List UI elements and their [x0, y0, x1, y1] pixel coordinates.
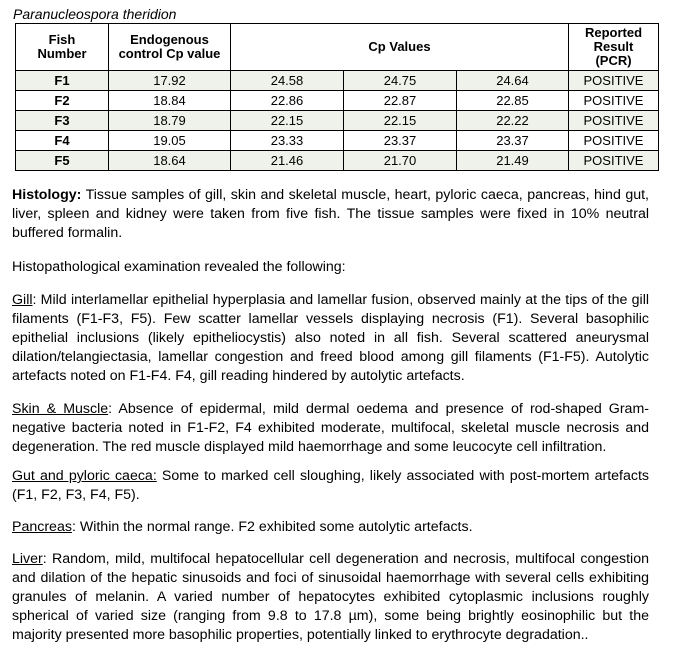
- cp-value-cell: 23.37: [457, 131, 569, 151]
- intro-paragraph: Histopathological examination revealed the following:: [12, 259, 346, 275]
- cp-value-cell: 22.22: [457, 111, 569, 131]
- result-cell: POSITIVE: [569, 71, 659, 91]
- cp-value-cell: 23.37: [344, 131, 457, 151]
- gill-text: : Mild interlamellar epithelial hyperplasia and lamellar fusion, observed mainly at the tips of the gill filaments (F1-F3, F5). Few scatter lamellar vessels displaying necrosis (F1). Several basophilic epithelial inclusions (likely epitheliocystis) also noted in all fish. Several scattered aneurysmal dilation/telangiectasia, lamellar congestion and freed blood among gill filaments (F1-F5). Autolytic artefacts noted on F1-F4. F4, gill reading hindered by autolytic artefacts.: [12, 292, 649, 384]
- table-row: [16, 151, 659, 171]
- cp-value-cell: 24.58: [231, 71, 344, 91]
- fish-number-cell: F5: [16, 151, 109, 171]
- pancreas-text: : Within the normal range. F2 exhibited some autolytic artefacts.: [71, 519, 473, 535]
- result-cell: POSITIVE: [569, 151, 659, 171]
- fish-number-cell: F3: [16, 111, 109, 131]
- gut-text: Some to marked cell sloughing, likely associated with post-mortem artefacts (F1, F2, F3, F4, F5).: [12, 468, 649, 503]
- skin-muscle-text: : Absence of epidermal, mild dermal oedema and presence of rod-shaped Gram-negative bacteria noted in F1-F2, F4 exhibited moderate, multifocal, skeletal muscle necrosis and degeneration. The red muscle displayed mild haemorrhage and some leucocyte cell infiltration.: [12, 401, 649, 455]
- control-cp-cell: 17.92: [109, 71, 231, 91]
- result-cell: POSITIVE: [569, 131, 659, 151]
- cp-value-cell: 23.33: [231, 131, 344, 151]
- table-row: [16, 71, 659, 91]
- cp-value-cell: 24.75: [344, 71, 457, 91]
- header-endogenous-control: Endogenous control Cp value: [109, 24, 231, 71]
- fish-number-cell: F1: [16, 71, 109, 91]
- cp-value-cell: 21.49: [457, 151, 569, 171]
- skin-muscle-heading: Skin & Muscle: [12, 401, 109, 417]
- gill-heading: Gill: [12, 292, 33, 308]
- control-cp-cell: 18.79: [109, 111, 231, 131]
- table-caption: Paranucleospora theridion: [13, 6, 177, 22]
- gut-paragraph: [12, 467, 649, 505]
- control-cp-cell: 19.05: [109, 131, 231, 151]
- histology-heading: Histology:: [12, 187, 82, 203]
- gut-heading: Gut and pyloric caeca:: [12, 468, 157, 484]
- cp-value-cell: 22.15: [344, 111, 457, 131]
- liver-heading: Liver: [12, 551, 43, 567]
- fish-number-cell: F4: [16, 131, 109, 151]
- header-fish-number: Fish Number: [16, 24, 109, 71]
- result-cell: POSITIVE: [569, 111, 659, 131]
- cp-value-cell: 22.15: [231, 111, 344, 131]
- result-cell: POSITIVE: [569, 91, 659, 111]
- cp-value-cell: 21.70: [344, 151, 457, 171]
- pcr-results-table: [15, 23, 659, 171]
- table-row: [16, 131, 659, 151]
- cp-value-cell: 22.86: [231, 91, 344, 111]
- pancreas-heading: Pancreas: [12, 519, 72, 535]
- cp-value-cell: 21.46: [231, 151, 344, 171]
- histology-paragraph: [12, 186, 649, 243]
- table-row: [16, 91, 659, 111]
- table-header-row: [16, 24, 659, 71]
- control-cp-cell: 18.64: [109, 151, 231, 171]
- cp-value-cell: 22.87: [344, 91, 457, 111]
- pancreas-paragraph: [12, 518, 649, 537]
- control-cp-cell: 18.84: [109, 91, 231, 111]
- liver-paragraph: [12, 550, 649, 645]
- skin-muscle-paragraph: [12, 400, 649, 457]
- cp-value-cell: 24.64: [457, 71, 569, 91]
- table-row: [16, 111, 659, 131]
- gill-paragraph: [12, 291, 649, 386]
- fish-number-cell: F2: [16, 91, 109, 111]
- cp-value-cell: 22.85: [457, 91, 569, 111]
- liver-text: : Random, mild, multifocal hepatocellular cell degeneration and necrosis, multifocal congestion and dilation of the hepatic sinusoids and foci of sinusoidal haemorrhage with several cells exhibiting granules of melanin. A varied number of hepatocytes exhibited cytoplasmic inclusions roughly spherical of varied size (ranging from 9.8 to 17.8 µm), some being brightly eosinophilic but the majority presented more basophilic properties, potentially linked to erythrocyte degradation..: [12, 551, 649, 643]
- header-reported-result: Reported Result (PCR): [569, 24, 659, 71]
- header-cp-values: Cp Values: [231, 24, 569, 71]
- histology-text: Tissue samples of gill, skin and skeletal muscle, heart, pyloric caeca, pancreas, hind gut, liver, spleen and kidney were taken from five fish. The tissue samples were fixed in 10% neutral buffered formalin.: [12, 187, 649, 241]
